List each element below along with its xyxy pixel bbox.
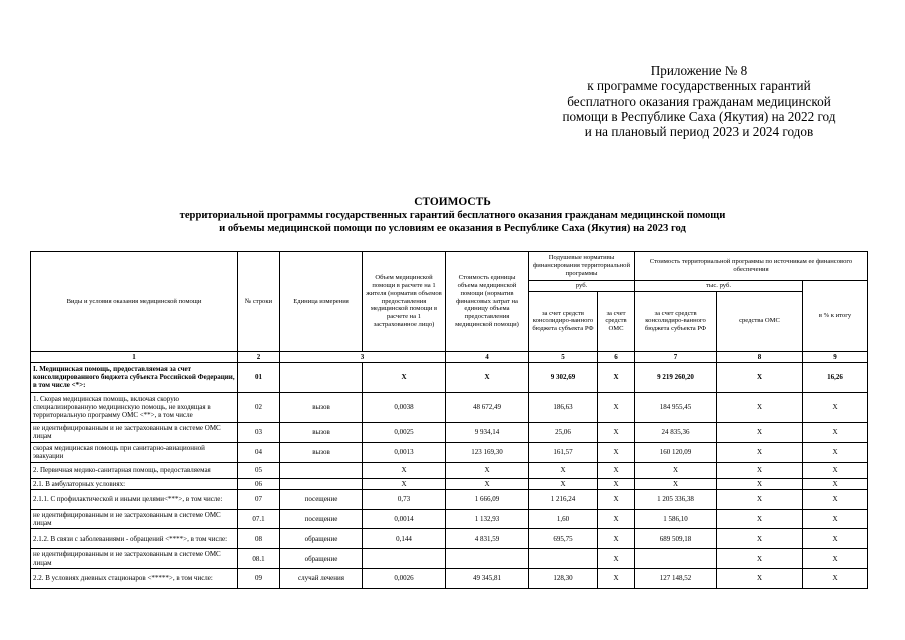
column-number: 5	[529, 351, 598, 362]
row-name: не идентифицированным и не застрахованным в системе ОМС лицам	[31, 422, 238, 442]
column-number: 7	[635, 351, 717, 362]
row-cost: X	[446, 362, 529, 392]
row-name: скорая медицинская помощь при санитарно-авиационной эвакуации	[31, 442, 238, 462]
row-volume: 0,0013	[363, 442, 446, 462]
header-total-cost: Стоимость территориальной программы по источникам ее финансового обеспечения	[635, 252, 868, 281]
row-name: 2.1. В амбулаторных условиях:	[31, 478, 238, 489]
row-percent: 16,26	[803, 362, 868, 392]
row-total-oms: X	[717, 422, 803, 442]
row-name: не идентифицированным и не застрахованным в системе ОМС лицам	[31, 510, 238, 529]
row-unit	[280, 478, 363, 489]
row-volume: X	[363, 478, 446, 489]
cost-table	[30, 251, 868, 589]
row-percent: X	[803, 478, 868, 489]
row-total-oms: X	[717, 462, 803, 478]
header-name: Виды и условия оказания медицинской помощи	[31, 252, 238, 352]
table-row	[31, 549, 868, 568]
row-unit: посещение	[280, 510, 363, 529]
row-volume: 0,144	[363, 529, 446, 549]
row-number: 08	[238, 529, 280, 549]
header-oms: за счет средств ОМС	[598, 291, 635, 351]
row-percent: X	[803, 490, 868, 510]
row-unit: вызов	[280, 442, 363, 462]
header-budget-total: за счет средств консолидиро-ванного бюджета субъекта РФ	[635, 291, 717, 351]
row-per-capita-oms: X	[598, 422, 635, 442]
row-name: 2.1.1. С профилактической и иными целями<***>, в том числе:	[31, 490, 238, 510]
row-total-oms: X	[717, 490, 803, 510]
row-per-capita-oms: X	[598, 529, 635, 549]
header-unit: Единица измерения	[280, 252, 363, 352]
table-row	[31, 510, 868, 529]
header-budget: за счет средств консолидиро-ванного бюджета субъекта РФ	[529, 291, 598, 351]
appendix-line: и на плановый период 2023 и 2024 годов	[584, 124, 814, 140]
row-total-budget: X	[635, 478, 717, 489]
row-volume: 0,0026	[363, 568, 446, 588]
row-total-oms: X	[717, 529, 803, 549]
row-percent: X	[803, 549, 868, 568]
column-number: 3	[280, 351, 446, 362]
table-row	[31, 462, 868, 478]
row-per-capita-oms: X	[598, 510, 635, 529]
row-total-oms: X	[717, 549, 803, 568]
row-per-capita-budget: 695,75	[529, 529, 598, 549]
row-number: 07	[238, 490, 280, 510]
row-percent: X	[803, 529, 868, 549]
header-unit-rub: руб.	[529, 281, 635, 292]
title-main: СТОИМОСТЬ	[414, 196, 491, 208]
row-name: 2. Первичная медико-санитарная помощь, предоставляемая	[31, 462, 238, 478]
row-unit: посещение	[280, 490, 363, 510]
row-unit: обращение	[280, 549, 363, 568]
appendix-line: Приложение № 8	[650, 63, 748, 78]
appendix-line: к программе государственных гарантий	[587, 78, 811, 94]
row-total-oms: X	[717, 362, 803, 392]
appendix-block	[534, 63, 864, 139]
header-percent: в % к итогу	[803, 281, 868, 352]
title-line-2: и объемы медицинской помощи по условиям ее оказания в Республике Саха (Якутия) на 2023 год	[219, 223, 686, 234]
row-number: 08.1	[238, 549, 280, 568]
row-percent: X	[803, 392, 868, 422]
column-number: 4	[446, 351, 529, 362]
table-row	[31, 490, 868, 510]
row-total-budget: 184 955,45	[635, 392, 717, 422]
row-per-capita-oms: X	[598, 462, 635, 478]
row-total-budget: 689 509,18	[635, 529, 717, 549]
header-cost-unit: Стоимость единицы объема медицинской помощи (норматив финансовых затрат на единицу объема предоставления медицинской помощи)	[446, 252, 529, 352]
row-cost: 1 666,09	[446, 490, 529, 510]
row-total-budget: X	[635, 462, 717, 478]
row-name: не идентифицированным и не застрахованным в системе ОМС лицам	[31, 549, 238, 568]
row-cost: 1 132,93	[446, 510, 529, 529]
row-per-capita-budget	[529, 549, 598, 568]
row-unit	[280, 362, 363, 392]
row-total-oms: X	[717, 510, 803, 529]
row-cost: 48 672,49	[446, 392, 529, 422]
header-per-capita: Подушевые нормативы финансирования территориальной программы	[529, 252, 635, 281]
document-title	[0, 196, 905, 235]
row-volume: 0,0038	[363, 392, 446, 422]
row-total-budget: 160 120,09	[635, 442, 717, 462]
column-number: 2	[238, 351, 280, 362]
row-unit	[280, 462, 363, 478]
row-total-budget	[635, 549, 717, 568]
column-number: 1	[31, 351, 238, 362]
column-number: 6	[598, 351, 635, 362]
row-volume: X	[363, 462, 446, 478]
row-total-oms: X	[717, 478, 803, 489]
row-cost: X	[446, 462, 529, 478]
row-name: I. Медицинская помощь, предоставляемая за счет консолидированного бюджета субъекта Российской Федерации, в том числе <*>:	[31, 362, 238, 392]
row-number: 04	[238, 442, 280, 462]
row-number: 05	[238, 462, 280, 478]
header-oms-total: средства ОМС	[717, 291, 803, 351]
column-number: 9	[803, 351, 868, 362]
row-volume: 0,0014	[363, 510, 446, 529]
header-row-number: № строки	[238, 252, 280, 352]
table-row	[31, 478, 868, 489]
row-per-capita-budget: X	[529, 478, 598, 489]
row-total-oms: X	[717, 442, 803, 462]
column-number: 8	[717, 351, 803, 362]
row-per-capita-budget: 9 302,69	[529, 362, 598, 392]
row-unit: случай лечения	[280, 568, 363, 588]
row-per-capita-budget: X	[529, 462, 598, 478]
row-number: 02	[238, 392, 280, 422]
table-row	[31, 442, 868, 462]
table-row	[31, 422, 868, 442]
appendix-line: помощи в Республике Саха (Якутия) на 2022 год	[562, 108, 836, 124]
row-per-capita-budget: 186,63	[529, 392, 598, 422]
row-unit: вызов	[280, 422, 363, 442]
row-number: 09	[238, 568, 280, 588]
row-number: 07.1	[238, 510, 280, 529]
row-total-budget: 1 586,10	[635, 510, 717, 529]
row-per-capita-budget: 128,30	[529, 568, 598, 588]
row-cost: X	[446, 478, 529, 489]
row-per-capita-oms: X	[598, 442, 635, 462]
row-number: 03	[238, 422, 280, 442]
row-percent: X	[803, 462, 868, 478]
row-number: 06	[238, 478, 280, 489]
row-total-oms: X	[717, 568, 803, 588]
table-row	[31, 392, 868, 422]
table-row	[31, 568, 868, 588]
header-unit-thousand-rub: тыс. руб.	[635, 281, 803, 292]
row-percent: X	[803, 510, 868, 529]
row-per-capita-oms: X	[598, 549, 635, 568]
row-total-oms: X	[717, 392, 803, 422]
row-cost: 9 934,14	[446, 422, 529, 442]
row-volume	[363, 549, 446, 568]
row-percent: X	[803, 422, 868, 442]
row-cost: 123 169,30	[446, 442, 529, 462]
row-cost: 4 831,59	[446, 529, 529, 549]
row-per-capita-oms: X	[598, 568, 635, 588]
row-volume: X	[363, 362, 446, 392]
row-unit: обращение	[280, 529, 363, 549]
row-per-capita-budget: 1,60	[529, 510, 598, 529]
row-per-capita-budget: 1 216,24	[529, 490, 598, 510]
row-total-budget: 127 148,52	[635, 568, 717, 588]
row-percent: X	[803, 442, 868, 462]
row-per-capita-oms: X	[598, 490, 635, 510]
header-volume: Объем медицинской помощи в расчете на 1 жителя (норматив объемов предоставления медицинской помощи в расчете на 1 застрахованное лицо)	[363, 252, 446, 352]
appendix-line: бесплатного оказания гражданам медицинской	[567, 93, 831, 109]
row-volume: 0,0025	[363, 422, 446, 442]
row-name: 2.1.2. В связи с заболеваниями - обращений <****>, в том числе:	[31, 529, 238, 549]
row-cost: 49 345,81	[446, 568, 529, 588]
row-total-budget: 9 219 260,20	[635, 362, 717, 392]
row-percent: X	[803, 568, 868, 588]
row-volume: 0,73	[363, 490, 446, 510]
row-per-capita-budget: 25,06	[529, 422, 598, 442]
row-unit: вызов	[280, 392, 363, 422]
row-name: 2.2. В условиях дневных стационаров <*****>, в том числе:	[31, 568, 238, 588]
row-per-capita-budget: 161,57	[529, 442, 598, 462]
row-total-budget: 1 205 336,38	[635, 490, 717, 510]
row-cost	[446, 549, 529, 568]
row-name: 1. Скорая медицинская помощь, включая скорую специализированную медицинскую помощь, не входящая в территориальную программу ОМС <**>, в том числе	[31, 392, 238, 422]
table-row	[31, 529, 868, 549]
row-per-capita-oms: X	[598, 362, 635, 392]
row-per-capita-oms: X	[598, 478, 635, 489]
row-per-capita-oms: X	[598, 392, 635, 422]
row-total-budget: 24 835,36	[635, 422, 717, 442]
row-number: 01	[238, 362, 280, 392]
table-row	[31, 362, 868, 392]
title-line-1: территориальной программы государственных гарантий бесплатного оказания гражданам медицинской помощи	[179, 210, 726, 221]
